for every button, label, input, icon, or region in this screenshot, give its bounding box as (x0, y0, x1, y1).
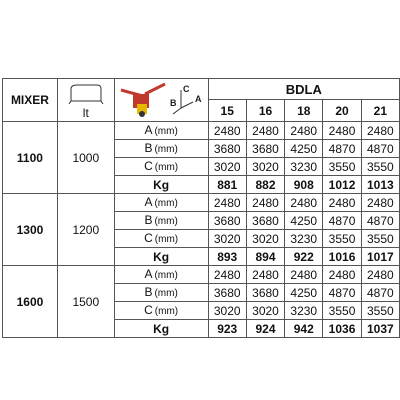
tank-capacity: 1000 (57, 122, 114, 194)
mixer-header-label: MIXER (10, 93, 49, 107)
value-cell: 3680 (246, 140, 284, 158)
param-name: Kg (153, 249, 170, 264)
value-cell: 2480 (208, 194, 246, 212)
value-cell: 3680 (208, 212, 246, 230)
value-cell: 3020 (208, 158, 246, 176)
value-cell: 922 (285, 248, 323, 266)
param-name: B (144, 213, 153, 227)
value-cell: 1016 (323, 248, 361, 266)
header-row-top (3, 79, 400, 100)
value-cell: 2480 (246, 266, 284, 284)
table-row (3, 266, 400, 284)
value-cell: 3550 (323, 230, 361, 248)
value-cell: 2480 (208, 122, 246, 140)
value-cell: 4870 (361, 140, 399, 158)
mixer-model: 1100 (3, 122, 58, 194)
param-label (114, 284, 208, 302)
param-name: A (144, 195, 153, 209)
value-cell: 2480 (323, 194, 361, 212)
param-name: Kg (153, 177, 170, 192)
axis-label-c: C (183, 84, 190, 94)
sprayer-machine-icon (121, 84, 165, 117)
param-unit: (mm) (154, 162, 179, 173)
param-unit: (mm) (154, 234, 179, 245)
table-row (3, 122, 400, 140)
value-cell: 2480 (361, 194, 399, 212)
param-name: C (144, 303, 153, 317)
param-label (114, 230, 208, 248)
param-name: B (144, 141, 153, 155)
value-cell: 3020 (208, 302, 246, 320)
mixer-spec-table (2, 78, 400, 338)
value-cell: 1037 (361, 320, 399, 338)
param-unit: (mm) (154, 288, 178, 299)
param-unit: (mm) (154, 144, 178, 155)
bdla-header (208, 79, 399, 100)
value-cell: 3550 (323, 158, 361, 176)
param-unit: (mm) (154, 198, 178, 209)
param-label (114, 176, 208, 194)
value-cell: 1017 (361, 248, 399, 266)
value-cell: 2480 (323, 266, 361, 284)
tank-capacity: 1200 (57, 194, 114, 266)
value-cell: 4870 (361, 212, 399, 230)
value-cell: 2480 (246, 194, 284, 212)
param-unit: (mm) (154, 270, 178, 281)
value-cell: 3550 (323, 302, 361, 320)
value-cell: 3680 (208, 284, 246, 302)
value-cell: 3550 (361, 302, 399, 320)
value-cell: 3020 (246, 302, 284, 320)
value-cell: 4250 (285, 140, 323, 158)
tank-capacity: 1500 (57, 266, 114, 338)
value-cell: 3230 (285, 158, 323, 176)
mixer-header (3, 79, 58, 122)
param-label (114, 302, 208, 320)
param-label (114, 158, 208, 176)
axis-label-b: B (170, 98, 177, 108)
param-unit: (mm) (154, 126, 178, 137)
param-name: A (144, 123, 153, 137)
value-cell: 4250 (285, 212, 323, 230)
param-unit: (mm) (154, 306, 179, 317)
param-label (114, 194, 208, 212)
value-cell: 942 (285, 320, 323, 338)
value-cell: 3680 (208, 140, 246, 158)
value-cell: 1013 (361, 176, 399, 194)
value-cell: 2480 (361, 266, 399, 284)
value-cell: 1012 (323, 176, 361, 194)
param-name: Kg (153, 321, 170, 336)
param-name: B (144, 285, 153, 299)
value-cell: 3680 (246, 212, 284, 230)
param-label (114, 212, 208, 230)
param-label (114, 122, 208, 140)
machine-diagram (115, 80, 207, 120)
mixer-spec-table-wrapper (2, 78, 400, 338)
value-cell: 3020 (246, 230, 284, 248)
mixer-model: 1600 (3, 266, 58, 338)
param-label (114, 140, 208, 158)
value-cell: 882 (246, 176, 284, 194)
param-unit: (mm) (154, 216, 178, 227)
value-cell: 3550 (361, 158, 399, 176)
param-name: A (144, 267, 153, 281)
value-cell: 4870 (323, 212, 361, 230)
value-cell: 893 (208, 248, 246, 266)
lt-header (57, 79, 114, 122)
value-cell: 4250 (285, 284, 323, 302)
mixer-model: 1300 (3, 194, 58, 266)
table-row (3, 194, 400, 212)
value-cell: 1036 (323, 320, 361, 338)
value-cell: 3020 (208, 230, 246, 248)
axis-label-a: A (195, 94, 202, 104)
value-cell: 3680 (246, 284, 284, 302)
value-cell: 2480 (361, 122, 399, 140)
value-cell: 2480 (285, 122, 323, 140)
value-cell: 924 (246, 320, 284, 338)
value-cell: 3230 (285, 302, 323, 320)
param-name: C (144, 231, 153, 245)
column-header: 18 (285, 100, 323, 122)
value-cell: 3020 (246, 158, 284, 176)
param-label (114, 248, 208, 266)
bdla-label: BDLA (285, 81, 322, 97)
value-cell: 4870 (361, 284, 399, 302)
value-cell: 2480 (323, 122, 361, 140)
value-cell: 2480 (246, 122, 284, 140)
value-cell: 2480 (285, 194, 323, 212)
value-cell: 881 (208, 176, 246, 194)
column-header: 21 (361, 100, 399, 122)
value-cell: 2480 (285, 266, 323, 284)
column-header: 16 (246, 100, 284, 122)
value-cell: 2480 (208, 266, 246, 284)
value-cell: 923 (208, 320, 246, 338)
value-cell: 908 (285, 176, 323, 194)
value-cell: 3550 (361, 230, 399, 248)
machine-diagram-cell (114, 79, 208, 122)
value-cell: 4870 (323, 284, 361, 302)
value-cell: 894 (246, 248, 284, 266)
lt-header-label: lt (82, 106, 89, 120)
param-label (114, 320, 208, 338)
value-cell: 4870 (323, 140, 361, 158)
param-name: C (144, 159, 153, 173)
column-header: 20 (323, 100, 361, 122)
param-label (114, 266, 208, 284)
tank-icon (67, 83, 105, 105)
column-header: 15 (208, 100, 246, 122)
value-cell: 3230 (285, 230, 323, 248)
